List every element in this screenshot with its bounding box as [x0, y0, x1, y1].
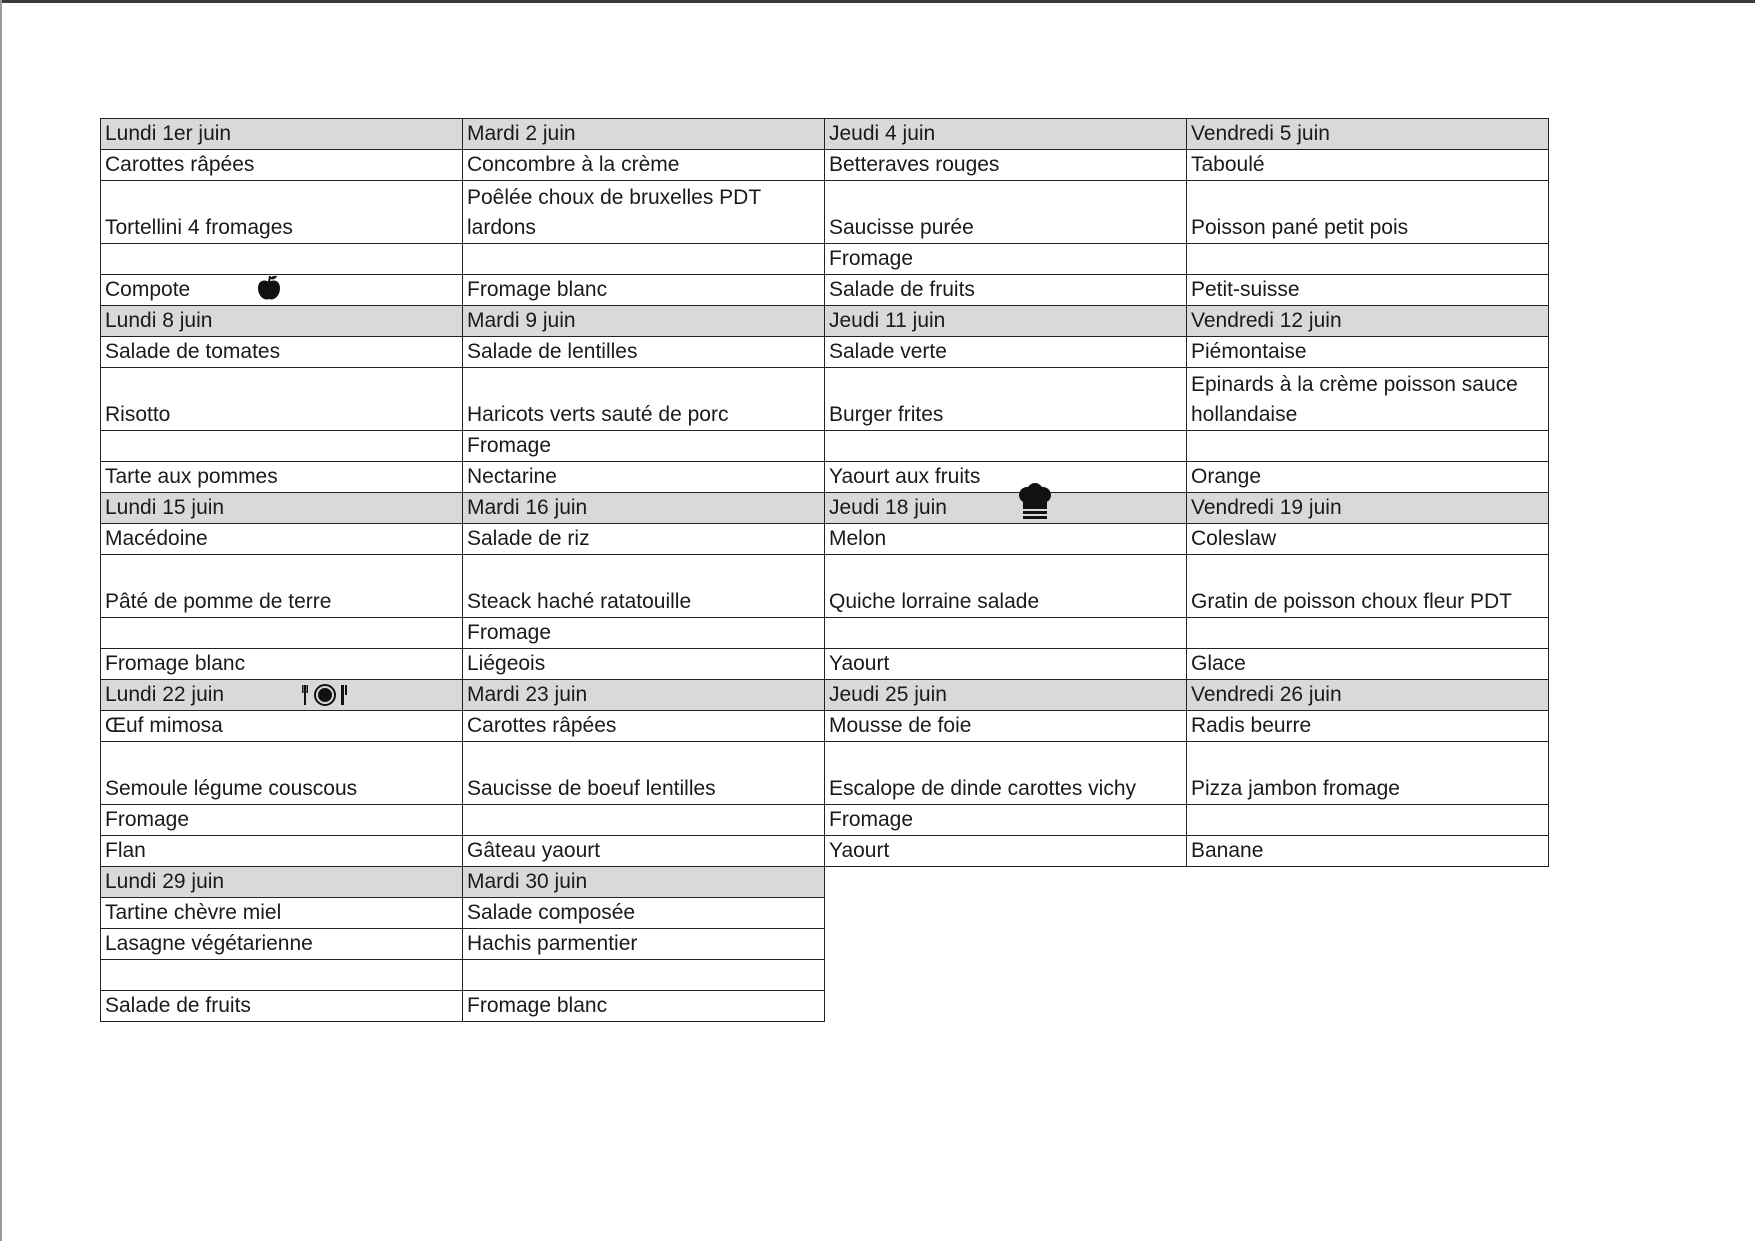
main-dish-cell: [101, 555, 463, 618]
main-dish-cell: [101, 929, 463, 960]
dessert-text: Fromage blanc: [105, 652, 246, 675]
dessert-cell: [463, 275, 825, 306]
day-date: [463, 306, 825, 337]
day-date: [463, 493, 825, 524]
apple-icon: [255, 274, 283, 302]
main-dish-cell: [463, 368, 825, 431]
week-5-dessert-row: [101, 991, 1549, 1022]
day-date-text: Vendredi 26 juin: [1191, 683, 1342, 706]
dessert-cell: [1187, 649, 1549, 680]
day-date: [825, 680, 1187, 711]
starter-text: Coleslaw: [1191, 527, 1277, 550]
main-dish-text: Steack haché ratatouille: [467, 590, 692, 613]
starter-text: Carottes râpées: [467, 714, 617, 737]
day-date-text: Mardi 30 juin: [467, 870, 588, 893]
day-date: [463, 680, 825, 711]
main-dish-text: Gratin de poisson choux fleur PDT: [1191, 590, 1512, 613]
dessert-text: Banane: [1191, 839, 1264, 862]
main-dish-cell: [825, 181, 1187, 244]
week-4-header-row: [101, 680, 1549, 711]
day-date: [1187, 680, 1549, 711]
empty-cell: [825, 898, 1187, 929]
starter-text: Tartine chèvre miel: [105, 901, 282, 924]
day-date-text: Jeudi 11 juin: [829, 309, 946, 332]
main-dish-cell: [101, 742, 463, 805]
starter-text: Salade verte: [829, 340, 947, 363]
main-dish-text: Lasagne végétarienne: [105, 932, 313, 955]
main-dish-text: Saucisse de boeuf lentilles: [467, 777, 716, 800]
starter-text: Salade composée: [467, 901, 636, 924]
dessert-text: Yaourt aux fruits: [829, 465, 981, 488]
week-2-main-row: [101, 368, 1549, 431]
starter-cell: [101, 898, 463, 929]
main-dish-cell: [1187, 181, 1549, 244]
starter-text: Œuf mimosa: [105, 714, 223, 737]
main-dish-cell: [463, 555, 825, 618]
day-date: [1187, 493, 1549, 524]
main-dish-text: Poisson pané petit pois: [1191, 216, 1409, 239]
main-dish-cell: [825, 742, 1187, 805]
main-dish-text: Saucisse purée: [829, 216, 974, 239]
cheese-cell: [825, 805, 1187, 836]
cheese-cell: [463, 805, 825, 836]
chef-hat-icon: [1015, 483, 1055, 521]
main-dish-cell: [825, 368, 1187, 431]
starter-text: Piémontaise: [1191, 340, 1307, 363]
day-date: [101, 867, 463, 898]
cheese-cell: [101, 618, 463, 649]
week-5-main-row: [101, 929, 1549, 960]
dessert-cell: [463, 462, 825, 493]
main-dish-text: Pizza jambon fromage: [1191, 777, 1400, 800]
dessert-cell: [825, 275, 1187, 306]
starter-text: Taboulé: [1191, 153, 1265, 176]
main-dish-text: Hachis parmentier: [467, 932, 638, 955]
cheese-cell: [101, 244, 463, 275]
dessert-cell: [101, 649, 463, 680]
starter-cell: [101, 524, 463, 555]
dessert-text: Liégeois: [467, 652, 546, 675]
dessert-cell: [101, 836, 463, 867]
scan-edge-top: [0, 0, 1755, 3]
dessert-cell: [1187, 836, 1549, 867]
day-date: [463, 867, 825, 898]
empty-cell: [1187, 960, 1549, 991]
main-dish-text: Burger frites: [829, 403, 944, 426]
main-dish-text: Pâté de pomme de terre: [105, 590, 332, 613]
dessert-cell: [101, 275, 463, 306]
main-dish-cell: [463, 742, 825, 805]
main-dish-cell: [463, 181, 825, 244]
week-2-starter-row: [101, 337, 1549, 368]
main-dish-text: Haricots verts sauté de porc: [467, 403, 729, 426]
day-date-text: Lundi 8 juin: [105, 309, 213, 332]
starter-cell: [101, 337, 463, 368]
week-5-cheese-row: [101, 960, 1549, 991]
starter-text: Betteraves rouges: [829, 153, 1000, 176]
dessert-text: Fromage blanc: [467, 278, 608, 301]
day-date-text: Mardi 2 juin: [467, 122, 576, 145]
dessert-text: Salade de fruits: [105, 994, 251, 1017]
week-2-cheese-row: [101, 431, 1549, 462]
cheese-cell: [101, 431, 463, 462]
empty-cell: [1187, 929, 1549, 960]
day-date: [101, 680, 463, 711]
starter-text: Salade de tomates: [105, 340, 281, 363]
week-4-cheese-row: [101, 805, 1549, 836]
starter-text: Mousse de foie: [829, 714, 972, 737]
starter-cell: [463, 898, 825, 929]
cheese-cell: [1187, 244, 1549, 275]
starter-cell: [825, 150, 1187, 181]
starter-cell: [825, 711, 1187, 742]
main-dish-text: Semoule légume couscous: [105, 777, 358, 800]
dessert-cell: [463, 836, 825, 867]
week-4-starter-row: [101, 711, 1549, 742]
starter-cell: [463, 337, 825, 368]
day-date: [463, 119, 825, 150]
main-dish-text: Escalope de dinde carottes vichy: [829, 777, 1137, 800]
day-date-text: Lundi 1er juin: [105, 122, 232, 145]
day-date: [101, 493, 463, 524]
dessert-text: Gâteau yaourt: [467, 839, 601, 862]
cheese-text: Fromage: [467, 434, 552, 457]
starter-cell: [463, 711, 825, 742]
day-date: [825, 493, 1187, 524]
dessert-cell: [1187, 275, 1549, 306]
day-date-text: Jeudi 4 juin: [829, 122, 936, 145]
day-date-text: Mardi 9 juin: [467, 309, 576, 332]
week-5-header-row: [101, 867, 1549, 898]
cheese-text: Fromage: [829, 808, 914, 831]
dessert-cell: [825, 462, 1187, 493]
starter-cell: [1187, 337, 1549, 368]
dessert-cell: [101, 462, 463, 493]
day-date-text: Vendredi 19 juin: [1191, 496, 1342, 519]
empty-cell: [825, 991, 1187, 1022]
week-1-main-row: [101, 181, 1549, 244]
empty-cell: [1187, 867, 1549, 898]
starter-cell: [1187, 524, 1549, 555]
cheese-text: Fromage: [467, 621, 552, 644]
week-1-header-row: [101, 119, 1549, 150]
starter-cell: [1187, 711, 1549, 742]
day-date: [101, 119, 463, 150]
dessert-text: Fromage blanc: [467, 994, 608, 1017]
day-date: [825, 119, 1187, 150]
main-dish-text: Tortellini 4 fromages: [105, 216, 293, 239]
day-date: [1187, 306, 1549, 337]
dessert-text: Nectarine: [467, 465, 557, 488]
day-date: [825, 306, 1187, 337]
main-dish-cell: [1187, 368, 1549, 431]
dessert-cell: [825, 649, 1187, 680]
cheese-cell: [825, 431, 1187, 462]
main-dish-cell: [101, 181, 463, 244]
main-dish-text: Risotto: [105, 403, 171, 426]
starter-text: Carottes râpées: [105, 153, 255, 176]
main-dish-text: Epinards à la crème poisson sauce hollandaise: [1191, 373, 1518, 426]
lunch-menu-table: [100, 118, 1549, 1022]
starter-cell: [825, 524, 1187, 555]
dessert-text: Glace: [1191, 652, 1246, 675]
main-dish-cell: [463, 929, 825, 960]
cheese-cell: [463, 244, 825, 275]
day-date-text: Lundi 15 juin: [105, 496, 225, 519]
empty-cell: [825, 929, 1187, 960]
starter-text: Salade de riz: [467, 527, 590, 550]
day-date-text: Jeudi 18 juin: [829, 496, 947, 519]
cheese-cell: [825, 244, 1187, 275]
starter-text: Melon: [829, 527, 887, 550]
plate-cutlery-icon: [301, 683, 351, 707]
week-3-cheese-row: [101, 618, 1549, 649]
day-date-text: Lundi 29 juin: [105, 870, 225, 893]
starter-text: Salade de lentilles: [467, 340, 638, 363]
cheese-cell: [463, 431, 825, 462]
day-date-text: Lundi 22 juin: [105, 683, 225, 706]
week-2-dessert-row: [101, 462, 1549, 493]
cheese-text: Fromage: [829, 247, 914, 270]
week-3-header-row: [101, 493, 1549, 524]
week-1-starter-row: [101, 150, 1549, 181]
cheese-cell: [101, 805, 463, 836]
dessert-text: Yaourt: [829, 652, 890, 675]
day-date-text: Vendredi 5 juin: [1191, 122, 1330, 145]
day-date: [1187, 119, 1549, 150]
starter-cell: [463, 150, 825, 181]
empty-cell: [825, 867, 1187, 898]
main-dish-text: Poêlée choux de bruxelles PDT lardons: [467, 186, 761, 239]
day-date-text: Mardi 23 juin: [467, 683, 588, 706]
empty-cell: [825, 960, 1187, 991]
week-4-main-row: [101, 742, 1549, 805]
empty-cell: [1187, 991, 1549, 1022]
starter-cell: [1187, 150, 1549, 181]
week-4-dessert-row: [101, 836, 1549, 867]
starter-text: Radis beurre: [1191, 714, 1312, 737]
day-date: [101, 306, 463, 337]
week-5-starter-row: [101, 898, 1549, 929]
cheese-cell: [101, 960, 463, 991]
dessert-text: Orange: [1191, 465, 1262, 488]
day-date-text: Jeudi 25 juin: [829, 683, 947, 706]
dessert-cell: [463, 649, 825, 680]
cheese-cell: [1187, 618, 1549, 649]
cheese-cell: [463, 618, 825, 649]
dessert-text: Compote: [105, 278, 191, 301]
cheese-cell: [825, 618, 1187, 649]
scan-edge-left: [0, 0, 2, 1241]
dessert-cell: [825, 836, 1187, 867]
starter-text: Concombre à la crème: [467, 153, 680, 176]
day-date-text: Mardi 16 juin: [467, 496, 588, 519]
week-1-cheese-row: [101, 244, 1549, 275]
empty-cell: [1187, 898, 1549, 929]
cheese-cell: [1187, 431, 1549, 462]
starter-cell: [825, 337, 1187, 368]
dessert-text: Salade de fruits: [829, 278, 975, 301]
cheese-cell: [463, 960, 825, 991]
day-date-text: Vendredi 12 juin: [1191, 309, 1342, 332]
dessert-cell: [101, 991, 463, 1022]
main-dish-text: Quiche lorraine salade: [829, 590, 1040, 613]
dessert-text: Petit-suisse: [1191, 278, 1300, 301]
dessert-cell: [1187, 462, 1549, 493]
starter-cell: [101, 150, 463, 181]
dessert-cell: [463, 991, 825, 1022]
starter-cell: [463, 524, 825, 555]
main-dish-cell: [1187, 742, 1549, 805]
main-dish-cell: [1187, 555, 1549, 618]
main-dish-cell: [825, 555, 1187, 618]
dessert-text: Flan: [105, 839, 146, 862]
dessert-text: Yaourt: [829, 839, 890, 862]
week-3-starter-row: [101, 524, 1549, 555]
week-1-dessert-row: [101, 275, 1549, 306]
starter-text: Macédoine: [105, 527, 208, 550]
dessert-text: Tarte aux pommes: [105, 465, 278, 488]
cheese-cell: [1187, 805, 1549, 836]
week-3-dessert-row: [101, 649, 1549, 680]
main-dish-cell: [101, 368, 463, 431]
cheese-text: Fromage: [105, 808, 190, 831]
week-3-main-row: [101, 555, 1549, 618]
starter-cell: [101, 711, 463, 742]
week-2-header-row: [101, 306, 1549, 337]
